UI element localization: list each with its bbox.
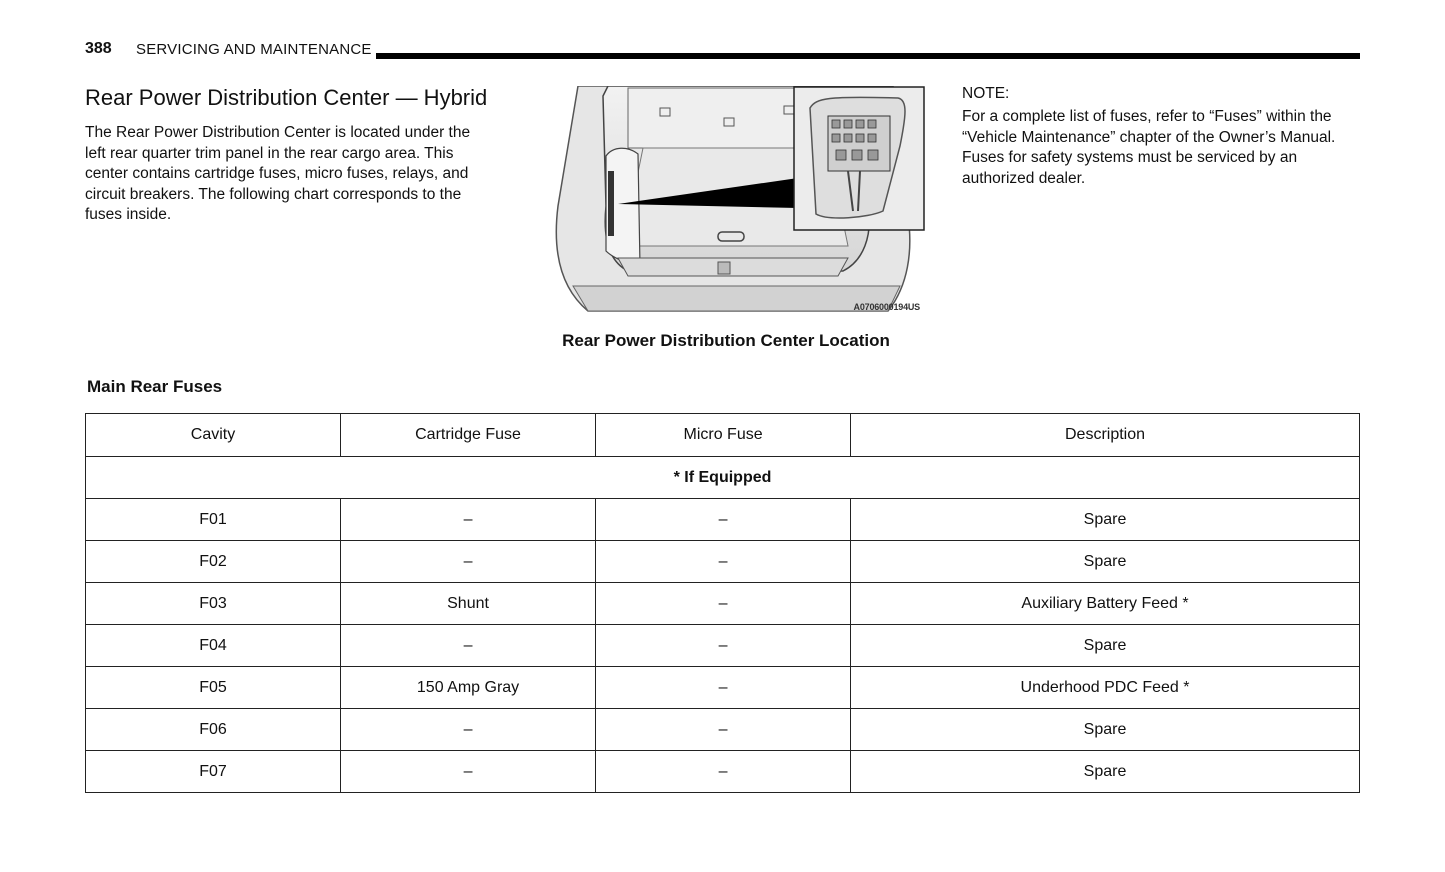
cell-cavity: F01 xyxy=(86,499,341,541)
table-title: Main Rear Fuses xyxy=(87,377,223,396)
table-row xyxy=(86,583,1360,625)
cell-cartridge: – xyxy=(340,625,595,667)
cell-description: Spare xyxy=(851,709,1360,751)
figure-caption: Rear Power Distribution Center Location xyxy=(562,331,890,350)
cell-description: Spare xyxy=(851,751,1360,793)
cell-description: Spare xyxy=(851,625,1360,667)
cell-cartridge: 150 Amp Gray xyxy=(340,667,595,709)
table-row xyxy=(86,667,1360,709)
header-rule xyxy=(376,53,1360,59)
intro-paragraph: The Rear Power Distribution Center is located under the left rear quarter trim panel in the rear cargo area. This center contains cartridge fuses, micro fuses, relays, and circuit breakers. The following chart corresponds to the fuses inside. xyxy=(85,124,471,223)
table-header-row xyxy=(86,414,1360,457)
column-header-description: Description xyxy=(851,414,1360,457)
cell-description: Spare xyxy=(851,499,1360,541)
column-header-micro-fuse: Micro Fuse xyxy=(596,414,851,457)
footnote-row xyxy=(86,457,1360,499)
footnote-cell: * If Equipped xyxy=(86,457,1360,499)
table-row xyxy=(86,751,1360,793)
cargo-area-illustration xyxy=(548,86,926,316)
cell-description: Underhood PDC Feed * xyxy=(851,667,1360,709)
cell-micro: – xyxy=(596,709,851,751)
cell-cavity: F07 xyxy=(86,751,341,793)
cell-cartridge: – xyxy=(340,709,595,751)
cell-cartridge: – xyxy=(340,751,595,793)
table-row xyxy=(86,709,1360,751)
cell-cavity: F02 xyxy=(86,541,341,583)
cell-cartridge: – xyxy=(340,541,595,583)
fuse-table xyxy=(85,413,1360,793)
section-title: Rear Power Distribution Center — Hybrid xyxy=(85,85,488,110)
vehicle-cargo-area-icon xyxy=(548,86,926,316)
page-header xyxy=(85,40,1360,60)
cell-micro: – xyxy=(596,625,851,667)
column-header-cartridge-fuse: Cartridge Fuse xyxy=(340,414,595,457)
note-label: NOTE: xyxy=(962,85,1010,102)
cell-cartridge: – xyxy=(340,499,595,541)
note-box xyxy=(962,85,1362,189)
chapter-title: SERVICING AND MAINTENANCE xyxy=(136,41,372,58)
cell-description: Auxiliary Battery Feed * xyxy=(851,583,1360,625)
cell-cartridge: Shunt xyxy=(340,583,595,625)
cell-description: Spare xyxy=(851,541,1360,583)
column-header-cavity: Cavity xyxy=(86,414,341,457)
table-row xyxy=(86,625,1360,667)
cell-micro: – xyxy=(596,751,851,793)
figure-id: A0706000194US xyxy=(853,302,920,312)
cell-micro: – xyxy=(596,499,851,541)
cell-cavity: F03 xyxy=(86,583,341,625)
table-row xyxy=(86,541,1360,583)
cell-cavity: F06 xyxy=(86,709,341,751)
cell-cavity: F05 xyxy=(86,667,341,709)
note-text: For a complete list of fuses, refer to “Fuses” within the “Vehicle Maintenance” chapter of the Owner’s Manual. Fuses for safety systems must be serviced by an authorized dealer. xyxy=(962,108,1336,187)
table-row xyxy=(86,499,1360,541)
cell-micro: – xyxy=(596,541,851,583)
cell-micro: – xyxy=(596,667,851,709)
cell-cavity: F04 xyxy=(86,625,341,667)
cell-micro: – xyxy=(596,583,851,625)
page-number: 388 xyxy=(85,40,112,57)
